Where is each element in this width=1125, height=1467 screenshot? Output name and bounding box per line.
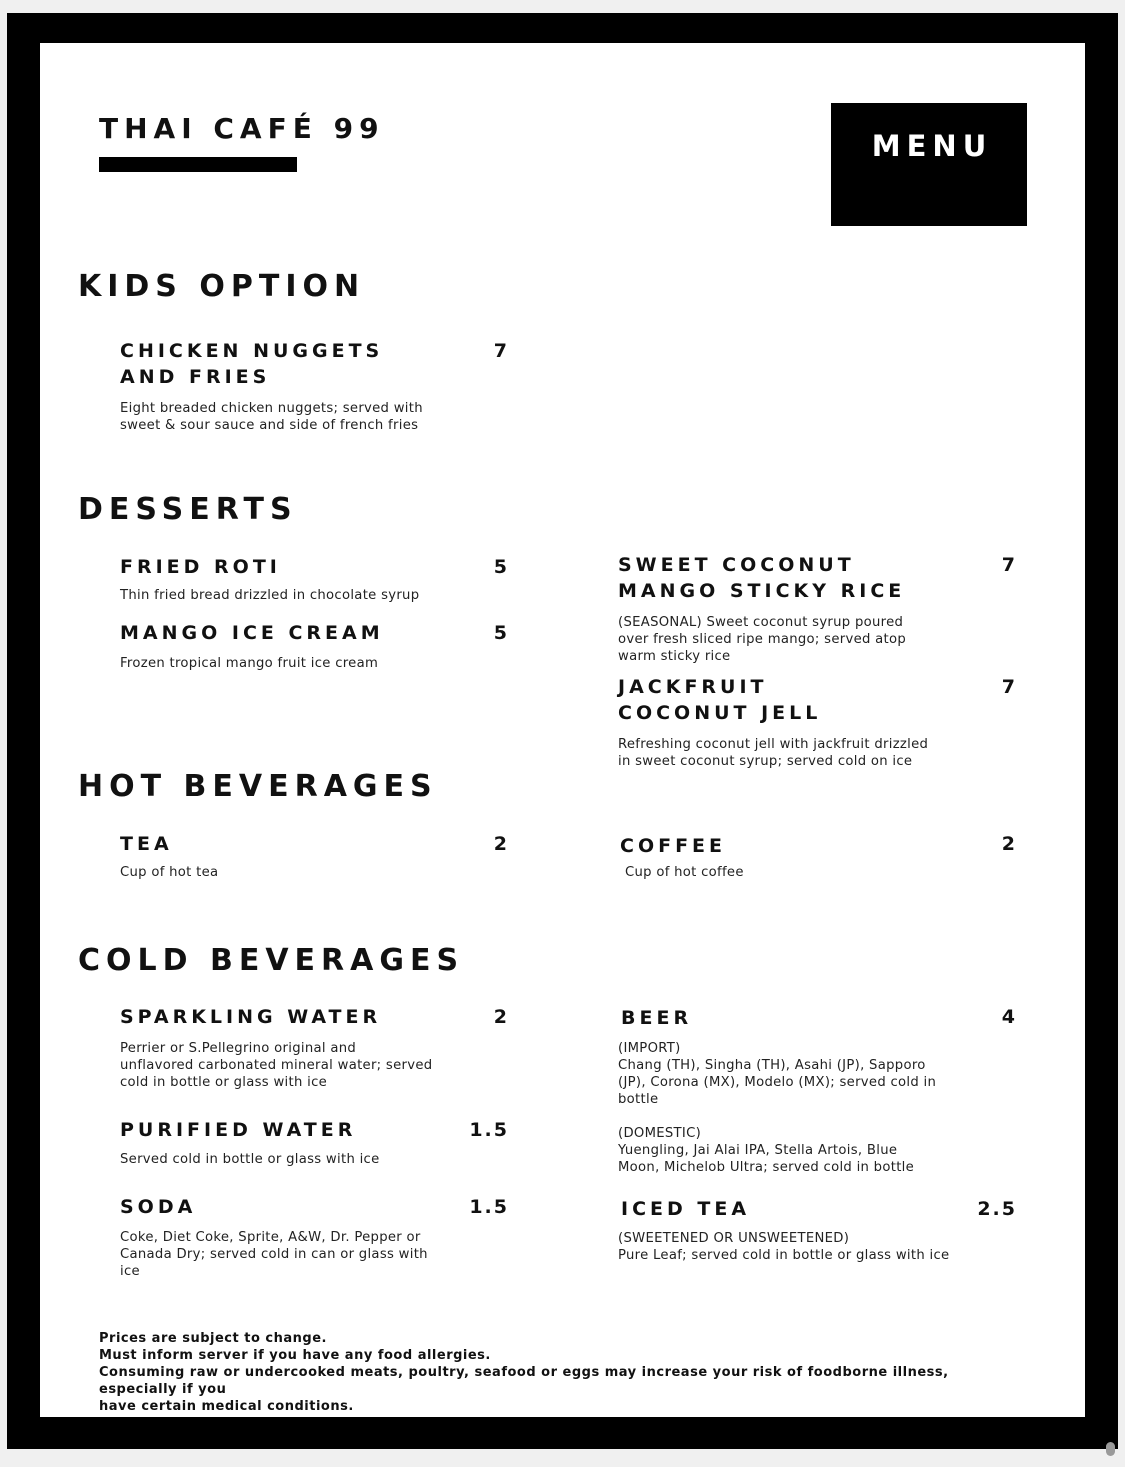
footer-notice (99, 1330, 1009, 1415)
item-price: 7 (1001, 554, 1017, 576)
item-desc: Yuengling, Jai Alai IPA, Stella Artois, Blue (618, 1143, 898, 1158)
brand-underline (99, 157, 297, 172)
footer-line: have certain medical conditions. (99, 1399, 354, 1414)
menu-item-jackfruit-coconut-jell (618, 674, 928, 770)
item-desc: bottle (618, 1092, 659, 1107)
item-price: 7 (493, 340, 509, 362)
menu-item-iced-tea (618, 1196, 950, 1264)
item-desc: over fresh sliced ripe mango; served atop (618, 632, 907, 647)
menu-item-soda (120, 1194, 428, 1280)
item-name: MANGO ICE CREAM (120, 622, 384, 644)
item-name: ICED TEA (621, 1198, 751, 1220)
item-desc: Moon, Michelob Ultra; served cold in bottle (618, 1160, 915, 1175)
item-desc: Coke, Diet Coke, Sprite, A&W, Dr. Pepper or (120, 1230, 421, 1245)
item-desc: Perrier or S.Pellegrino original and (120, 1041, 357, 1056)
menu-item-coffee (620, 833, 744, 881)
menu-item-sweet-coconut-mango (618, 552, 906, 665)
menu-item-chicken-nuggets (120, 338, 423, 434)
item-price: 1.5 (469, 1196, 509, 1218)
menu-badge (831, 103, 1027, 226)
menu-item-fried-roti (120, 554, 419, 604)
section-title-kids: KIDS OPTION (78, 269, 366, 304)
item-desc: in sweet coconut syrup; served cold on ice (618, 754, 913, 769)
item-desc: sweet & sour sauce and side of french fries (120, 418, 419, 433)
item-desc: (SEASONAL) Sweet coconut syrup poured (618, 615, 904, 630)
item-name: MANGO STICKY RICE (618, 580, 906, 602)
footer-line: Prices are subject to change. (99, 1331, 327, 1346)
section-title-cold-beverages: COLD BEVERAGES (78, 943, 465, 978)
item-name: SWEET COCONUT (618, 554, 855, 576)
item-desc: Cup of hot coffee (625, 865, 744, 880)
item-price: 5 (493, 556, 509, 578)
item-desc: Served cold in bottle or glass with ice (120, 1152, 380, 1167)
item-desc: (JP), Corona (MX), Modelo (MX); served cold in (618, 1075, 937, 1090)
item-desc: Thin fried bread drizzled in chocolate syrup (120, 588, 420, 603)
item-price: 2.5 (977, 1198, 1017, 1220)
item-desc: warm sticky rice (618, 649, 731, 664)
item-desc: Cup of hot tea (120, 865, 219, 880)
item-price: 1.5 (469, 1119, 509, 1141)
item-desc: Refreshing coconut jell with jackfruit drizzled (618, 737, 929, 752)
item-name: SODA (120, 1196, 197, 1218)
menu-item-purified-water (120, 1117, 380, 1168)
item-desc: (SWEETENED OR UNSWEETENED) (618, 1231, 850, 1246)
menu-item-tea (120, 831, 218, 881)
item-name: JACKFRUIT (618, 676, 768, 698)
item-name: AND FRIES (120, 366, 271, 388)
item-name: BEER (621, 1007, 693, 1029)
item-price: 2 (1001, 833, 1017, 855)
item-desc: Eight breaded chicken nuggets; served with (120, 401, 423, 416)
item-price: 4 (1001, 1006, 1017, 1028)
section-title-hot-beverages: HOT BEVERAGES (78, 769, 438, 804)
item-desc: Canada Dry; served cold in can or glass with (120, 1247, 428, 1262)
footer-line: Consuming raw or undercooked meats, poultry, seafood or eggs may increase your risk of foodborne illness, especially if you (99, 1365, 949, 1397)
menu-item-beer (618, 1005, 937, 1176)
item-name: TEA (120, 833, 173, 855)
footer-line: Must inform server if you have any food allergies. (99, 1348, 491, 1363)
item-desc: unflavored carbonated mineral water; served (120, 1058, 433, 1073)
item-name: COFFEE (620, 835, 727, 857)
item-price: 2 (493, 833, 509, 855)
scrollbar-thumb[interactable] (1106, 1442, 1115, 1456)
item-name: SPARKLING WATER (120, 1006, 382, 1028)
item-name: COCONUT JELL (618, 702, 822, 724)
item-desc: (DOMESTIC) (618, 1126, 702, 1141)
item-price: 7 (1001, 676, 1017, 698)
menu-badge-label: MENU (871, 129, 993, 163)
item-name: PURIFIED WATER (120, 1119, 357, 1141)
item-name: CHICKEN NUGGETS (120, 340, 384, 362)
item-desc: ice (120, 1264, 140, 1279)
item-name: FRIED ROTI (120, 556, 281, 578)
item-price: 2 (493, 1006, 509, 1028)
menu-item-mango-ice-cream (120, 620, 384, 672)
item-desc: cold in bottle or glass with ice (120, 1075, 328, 1090)
section-title-desserts: DESSERTS (78, 492, 298, 527)
item-desc: Frozen tropical mango fruit ice cream (120, 656, 379, 671)
brand-title: THAI CAFÉ 99 (99, 112, 385, 145)
item-price: 5 (493, 622, 509, 644)
item-desc: Chang (TH), Singha (TH), Asahi (JP), Sapporo (618, 1058, 926, 1073)
menu-item-sparkling-water (120, 1004, 432, 1091)
item-desc: (IMPORT) (618, 1041, 681, 1056)
item-desc: Pure Leaf; served cold in bottle or glass with ice (618, 1248, 950, 1263)
